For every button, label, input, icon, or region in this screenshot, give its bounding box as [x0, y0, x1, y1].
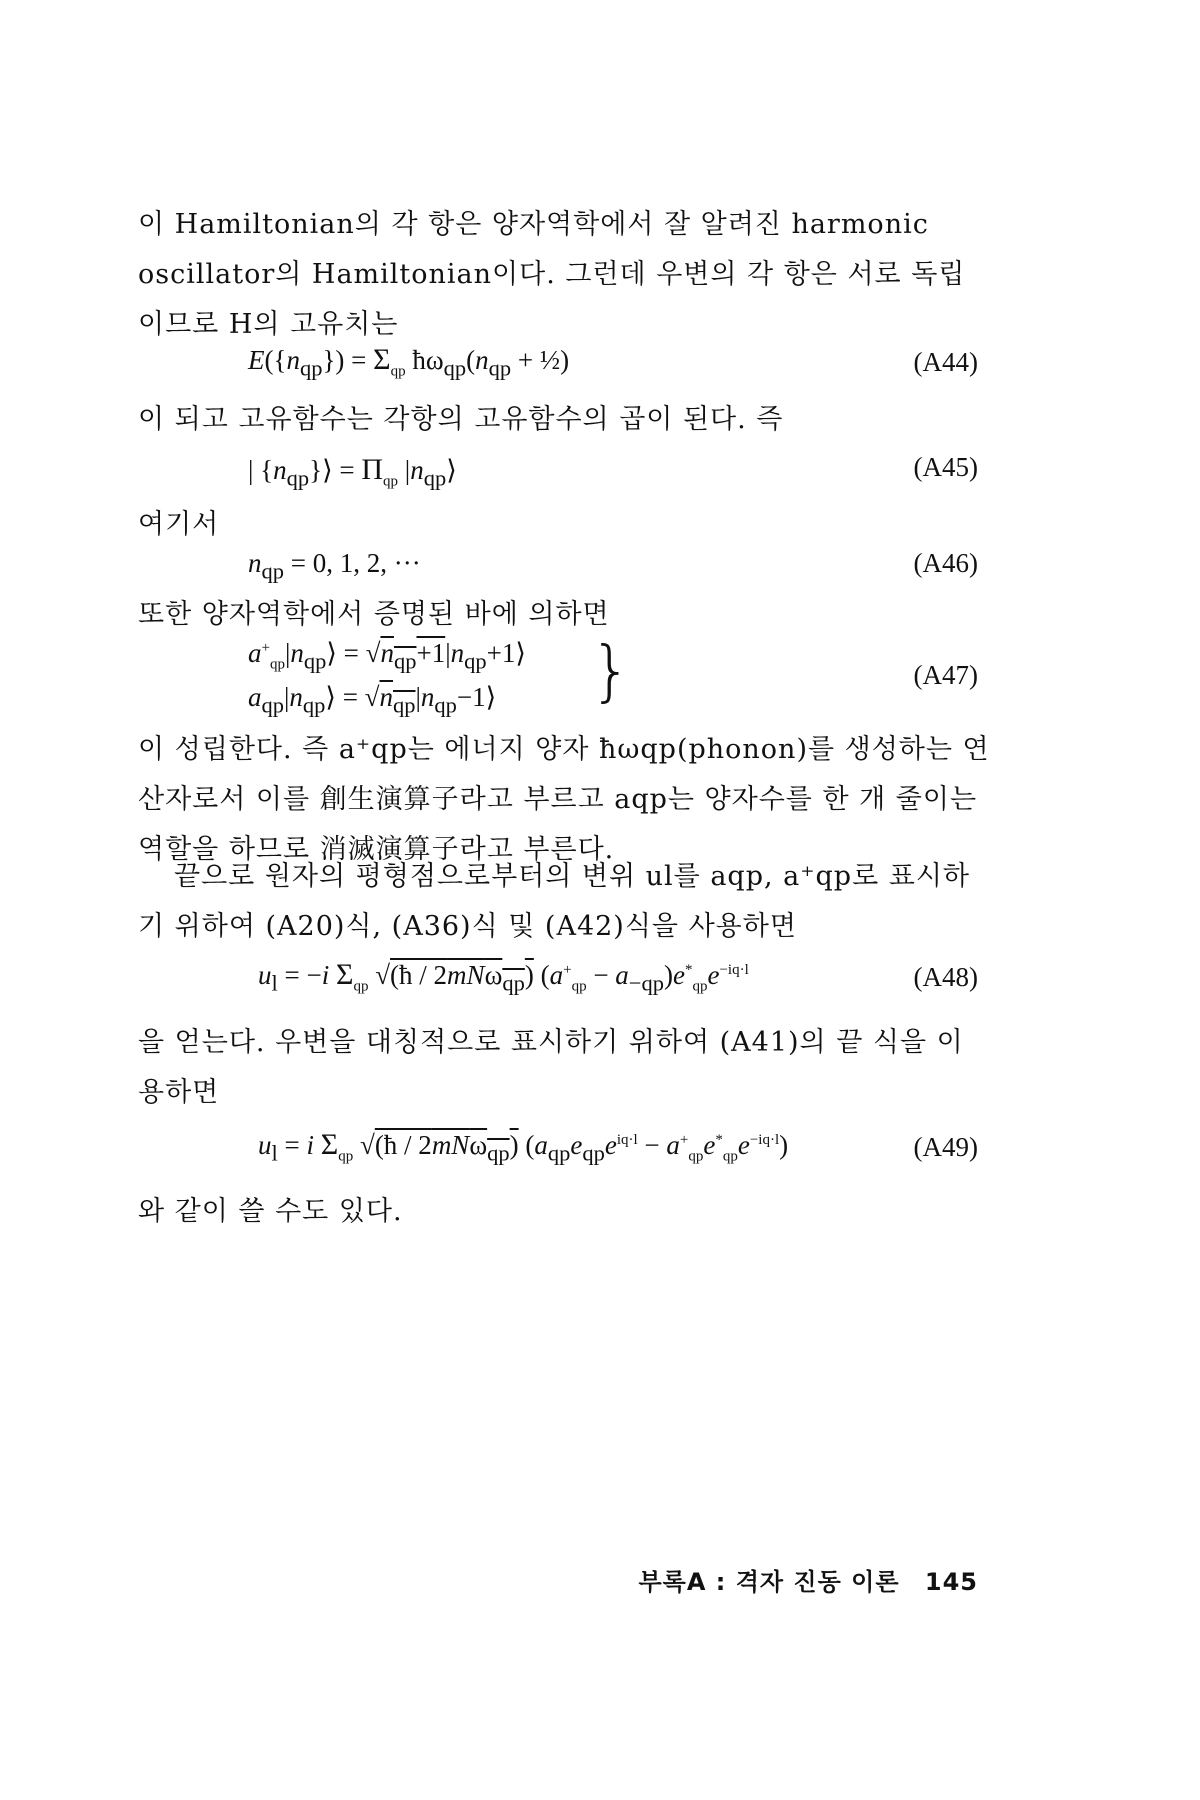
paragraph-symmetric: 을 얻는다. 우변을 대칭적으로 표시하기 위하여 (A41)의 끝 식을 이용하면: [138, 1027, 964, 1108]
running-title: 부록A : 격자 진동 이론: [638, 1568, 900, 1596]
equation-a45: | $\{n_{qp}\}⟩ = \Pi_{qp}$ $|n_{qp}⟩$: [248, 453, 457, 491]
right-brace: }: [590, 632, 632, 709]
equation-number-a48: (A48): [913, 962, 978, 992]
equation-a48: $u_l = -i$ $\Sigma_{qp}$ √(ħ / 2mNω$_{qp}$) $(a^+_{qp} - a_{-qp})e^*_{qp}e^{-iq\cdot l}$: [258, 958, 749, 996]
equation-number-a47: (A47): [913, 660, 978, 690]
paragraph-proven: 또한 양자역학에서 증명된 바에 의하면: [138, 599, 610, 630]
equation-number-a49: (A49): [913, 1132, 978, 1162]
equation-number-a44: (A44): [913, 347, 978, 377]
equation-a49: $u_l = i$ $\Sigma_{qp}$ √(ħ / 2mNω$_{qp}$) $(a_{qp}e_{qp}e^{iq\cdot l} - a^+_{qp}e^*_{qp}e^{-iq\cdot l})$: [258, 1128, 789, 1166]
equation-a44: $E(\{n_{qp}\}) = \Sigma_{qp}$ $ħ\omega_{qp}(n_{qp}$ + ½): [248, 343, 570, 381]
paragraph-hamiltonian: 이 Hamiltonian의 각 항은 양자역학에서 잘 알려진 harmonic oscillator의 Hamiltonian이다. 그런데 우변의 각 항은 서로 독립이므로 H의 고유치는: [138, 209, 966, 340]
equation-a46: $n_{qp} = 0$, 1, 2, ···: [248, 548, 421, 584]
equation-number-a46: (A46): [913, 548, 978, 578]
paragraph-displacement: 끝으로 원자의 평형점으로부터의 변위 ul를 aqp, a⁺qp로 표시하기 위하여 (A20)식, (A36)식 및 (A42)식을 사용하면: [138, 861, 970, 942]
paragraph-eigenfunction: 이 되고 고유함수는 각항의 고유함수의 곱이 된다. 즉: [138, 404, 784, 435]
page-number: 145: [924, 1568, 978, 1596]
equation-a47-creation: $a^+_{qp}|n_{qp}⟩$ = $√n_{qp}+1|n_{qp}+1⟩$: [248, 638, 526, 674]
page-footer: [638, 1562, 978, 1597]
paragraph-operators: 이 성립한다. 즉 a⁺qp는 에너지 양자 ħωqp(phonon)를 생성하는 연산자로서 이를 創生演算子라고 부르고 aqp는 양자수를 한 개 줄이는 역할을 하므로 消滅演算子라고 부른다.: [138, 734, 990, 865]
paragraph-here: 여기서: [138, 509, 220, 540]
equation-number-a45: (A45): [913, 452, 978, 482]
equation-a47-annihilation: $a_{qp}|n_{qp}⟩$ = $√n_{qp}|n_{qp}-1⟩$: [248, 682, 497, 718]
paragraph-closing: 와 같이 쓸 수도 있다.: [138, 1196, 403, 1227]
